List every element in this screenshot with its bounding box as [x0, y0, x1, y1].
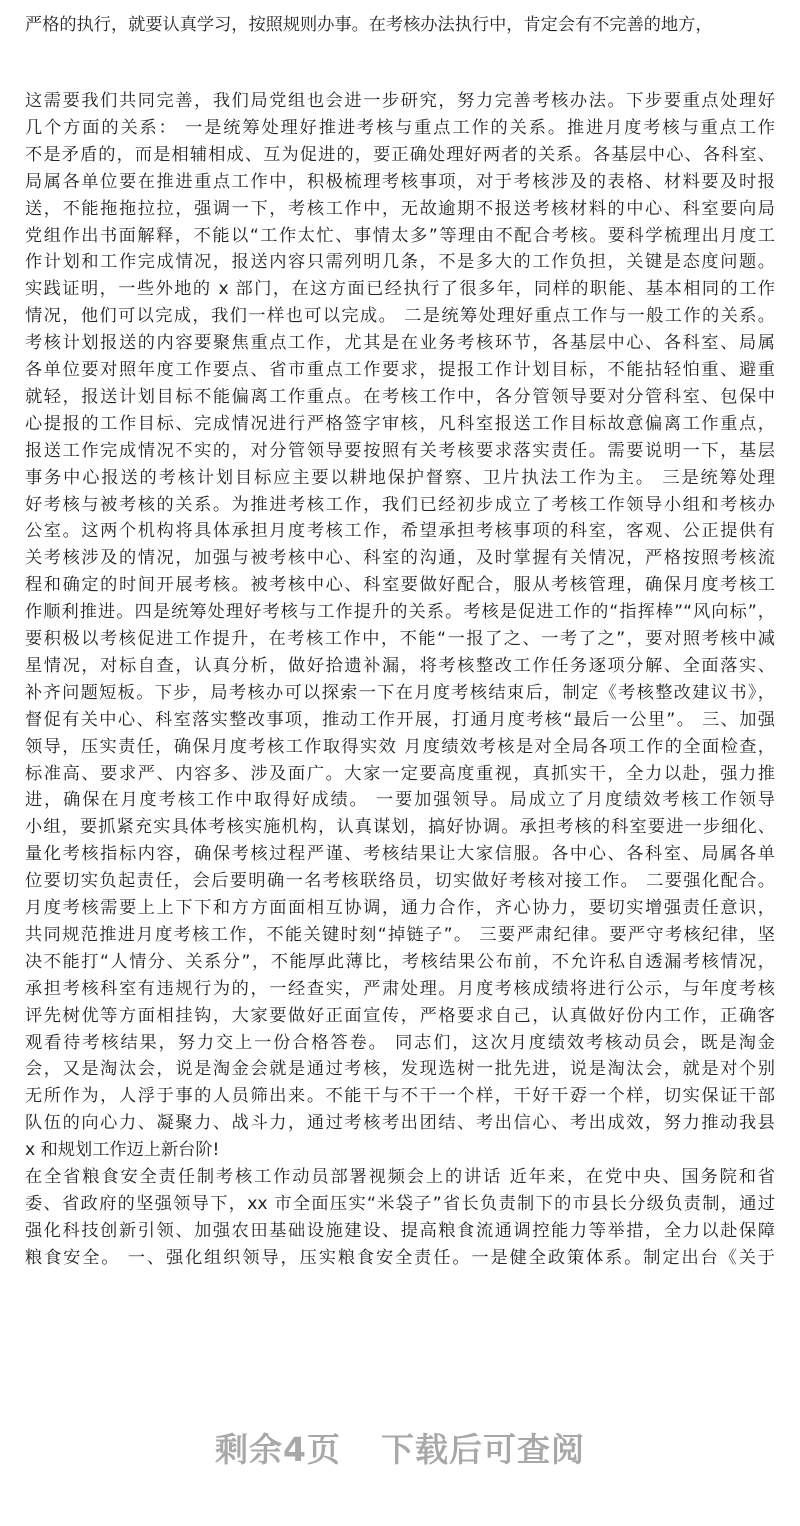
text-line: 党组作出书面解释，不能以“工作太忙、事情太多”等理由不配合考核。要科学梳理出月度工	[25, 225, 775, 246]
text-line: 督促有关中心、科室落实整改事项，推动工作开展，打通月度考核“最后一公里”。 三、加强	[25, 709, 775, 730]
text-line: 量化考核指标内容，确保考核过程严谨、考核结果让大家信服。各中心、各科室、局属各单	[25, 844, 775, 865]
text-line: 进，确保在月度考核工作中取得好成绩。 一要加强领导。局成立了月度绩效考核工作领导	[25, 790, 775, 811]
text-line: 几个方面的关系： 一是统筹处理好推进考核与重点工作的关系。推进月度考核与重点工作	[25, 117, 775, 138]
text-line: 月度考核需要上上下下和方方面面相互协调，通力合作，齐心协力，要切实增强责任意识，	[25, 898, 775, 918]
download-hint-label: 下载后可查阅	[380, 1430, 585, 1469]
text-line: 公室。这两个机构将具体承担月度考核工作，希望承担考核事项的科室，客观、公正提供有	[25, 521, 775, 542]
text-line: 就轻，报送计划目标不能偏离工作重点。在考核工作中，各分管领导要对分管科室、包保中	[25, 386, 775, 407]
text-line: 关考核涉及的情况，加强与被考核中心、科室的沟通，及时掌握有关情况，严格按照考核流	[25, 548, 775, 569]
text-line: 会，又是淘汰会，说是淘金会就是通过考核，发现选树一批先进，说是淘汰会，就是对个别	[25, 1059, 775, 1080]
text-line: 送，不能拖拖拉拉，强调一下，考核工作中，无故逾期不报送考核材料的中心、科室要向局	[25, 198, 775, 219]
text-line: 各单位要对照年度工作要点、省市重点工作要求，提报工作计划目标，不能拈轻怕重、避重	[25, 360, 775, 380]
text-line: 严格的执行，就要认真学习，按照规则办事。在考核办法执行中，肯定会有不完善的地方，	[25, 15, 713, 35]
text-line: 粮食安全。 一、强化组织领导，压实粮食安全责任。一是健全政策体系。制定出台《关于	[25, 1247, 775, 1268]
text-line: 小组，要抓紧充实具体考核实施机构，认真谋划，搞好协调。承担考核的科室要进一步细化、	[25, 817, 775, 838]
text-line: 好考核与被考核的关系。为推进考核工作，我们已经初步成立了考核工作领导小组和考核办	[25, 494, 775, 515]
text-line: 作顺利推进。四是统筹处理好考核与工作提升的关系。考核是促进工作的“指挥棒”“风向标”，	[25, 602, 775, 623]
text-line: 决不能打“人情分、关系分”，不能厚此薄比，考核结果公布前，不允许私自透漏考核情况，	[25, 951, 775, 972]
text-line: 领导，压实责任，确保月度考核工作取得实效 月度绩效考核是对全局各项工作的全面检查，	[25, 736, 775, 757]
text-line: 事务中心报送的考核计划目标应主要以耕地保护督察、卫片执法工作为主。 三是统筹处理	[25, 467, 775, 488]
text-line: 强化科技创新引领、加强农田基础设施建设、提高粮食流通调控能力等举措，全力以赴保障	[25, 1220, 775, 1241]
download-to-read-banner[interactable]	[0, 1424, 800, 1471]
text-line: 报送工作完成情况不实的，对分管领导要按照有关考核要求落实责任。需要说明一下，基层	[25, 440, 775, 461]
text-line: 情况，他们可以完成，我们一样也可以完成。 二是统筹处理好重点工作与一般工作的关系。	[25, 306, 775, 327]
remaining-pages-label: 剩余4页	[215, 1430, 341, 1469]
text-line: 星情况，对标自查，认真分析，做好拾遗补漏，将考核整改工作任务逐项分解、全面落实、	[25, 655, 775, 676]
text-line: 无所作为，人浮于事的人员筛出来。不能干与不干一个样，干好干孬一个样，切实保证干部	[25, 1086, 775, 1107]
text-line: 共同规范推进月度考核工作，不能关键时刻“掉链子”。 三要严肃纪律。要严守考核纪律，坚	[25, 924, 775, 945]
text-line: 位要切实负起责任，会后要明确一名考核联络员，切实做好考核对接工作。 二要强化配合。	[25, 871, 775, 892]
text-line: 补齐问题短板。下步，局考核办可以探索一下在月度考核结束后，制定《考核整改建议书》，	[25, 682, 775, 703]
text-line: 考核计划报送的内容要聚焦重点工作，尤其是在业务考核环节，各基层中心、各科室、局属	[25, 333, 775, 354]
text-line: 心提报的工作目标、完成情况进行严格签字审核，凡科室报送工作目标故意偏离工作重点，	[25, 413, 775, 434]
text-line: x 和规划工作迈上新台阶!	[25, 1140, 220, 1161]
text-line: 评先树优等方面相挂钩，大家要做好正面宣传，严格要求自己，认真做好份内工作，正确客	[25, 1005, 775, 1026]
text-line: 作计划和工作完成情况，报送内容只需列明几条，不是多大的工作负担，关键是态度问题。	[25, 252, 775, 273]
text-line: 这需要我们共同完善，我们局党组也会进一步研究，努力完善考核办法。下步要重点处理好	[25, 91, 775, 111]
text-line: 要积极以考核促进工作提升，在考核工作中，不能“一报了之、一考了之”，要对照考核中减	[25, 629, 775, 649]
text-line: 队伍的向心力、凝聚力、战斗力，通过考核考出团结、考出信心、考出成效，努力推动我县	[25, 1113, 775, 1134]
text-line: 标准高、要求严、内容多、涉及面广。大家一定要高度重视，真抓实干，全力以赴，强力推	[25, 763, 775, 784]
text-line: 委、省政府的坚强领导下，xx 市全面压实“米袋子”省长负责制下的市县长分级负责制，通过	[25, 1193, 775, 1214]
text-line: 不是矛盾的，而是相辅相成、互为促进的，要正确处理好两者的关系。各基层中心、各科室、	[25, 144, 775, 165]
text-line: 观看待考核结果，努力交上一份合格答卷。 同志们，这次月度绩效考核动员会，既是淘金	[25, 1032, 775, 1053]
text-line: 程和确定的时间开展考核。被考核中心、科室要做好配合，服从考核管理，确保月度考核工	[25, 575, 775, 596]
text-line: 实践证明，一些外地的 x 部门，在这方面已经执行了很多年，同样的职能、基本相同的工作	[25, 279, 775, 300]
text-line: 在全省粮食安全责任制考核工作动员部署视频会上的讲话 近年来，在党中央、国务院和省	[25, 1167, 775, 1187]
text-line: 承担考核科室有违规行为的，一经查实，严肃处理。月度考核成绩将进行公示，与年度考核	[25, 978, 775, 999]
text-line: 局属各单位要在推进重点工作中，积极梳理考核事项，对于考核涉及的表格、材料要及时报	[25, 171, 775, 192]
